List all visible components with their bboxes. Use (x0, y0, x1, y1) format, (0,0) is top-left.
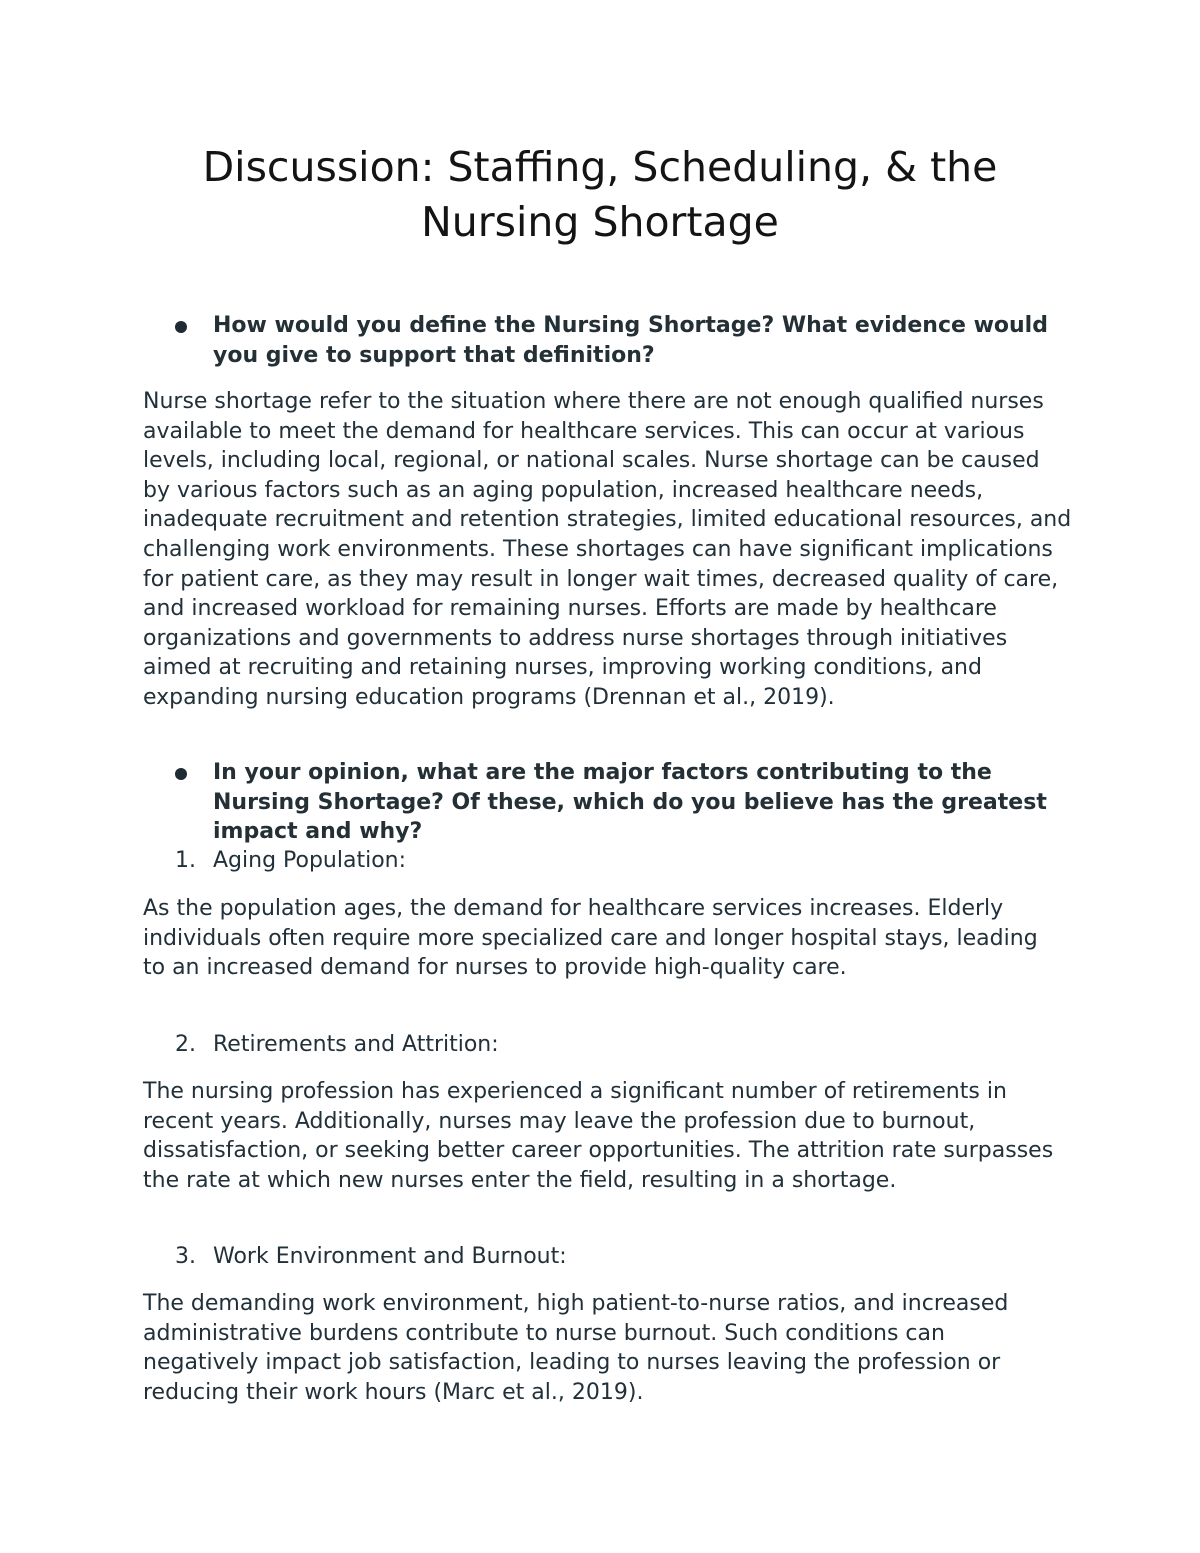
factor-3-number: 3. (175, 1244, 196, 1269)
factor-1-heading (175, 846, 875, 876)
factor-2-label: Retirements and Attrition: (213, 1032, 499, 1057)
factor-2-number: 2. (175, 1032, 196, 1057)
factor-2-heading (175, 1030, 875, 1060)
title-line-2: Nursing Shortage (421, 198, 779, 246)
answer-1: Nurse shortage refer to the situation where there are not enough qualified nurses available to meet the demand for healthcare services. This can occur at various levels, including local, regional, or national scales. Nurse shortage can be caused by various factors such as an aging population, increased healthcare needs, inadequate recruitment and retention strategies, limited educational resources, and challenging work environments. These shortages can have significant implications for patient care, as they may result in longer wait times, decreased quality of care, and increased workload for remaining nurses. Efforts are made by healthcare organizations and governments to address nurse shortages through initiatives aimed at recruiting and retaining nurses, improving working conditions, and expanding nursing education programs (Drennan et al., 2019). (143, 389, 1072, 710)
bullet-icon (175, 768, 187, 780)
question-2: In your opinion, what are the major factors contributing to the Nursing Shortage? Of these, which do you believe has the greatest impact and why? (213, 760, 1047, 845)
title-line-1: Discussion: Staffing, Scheduling, & the (202, 143, 998, 191)
question-1: How would you define the Nursing Shortage? What evidence would you give to support that definition? (213, 313, 1048, 368)
factor-3-text: The demanding work environment, high patient-to-nurse ratios, and increased administrative burdens contribute to nurse burnout. Such conditions can negatively impact job satisfaction, leading to nurses leaving the profession or reducing their work hours (Marc et al., 2019). (143, 1291, 1009, 1405)
factor-2-text: The nursing profession has experienced a significant number of retirements in recent years. Additionally, nurses may leave the profession due to burnout, dissatisfaction, or seeking better career opportunities. The attrition rate surpasses the rate at which new nurses enter the field, resulting in a shortage. (143, 1079, 1054, 1193)
bullet-icon (175, 321, 187, 333)
factor-1-number: 1. (175, 848, 196, 873)
factor-1-label: Aging Population: (213, 848, 407, 873)
document-title (100, 140, 1100, 250)
factor-1-text: As the population ages, the demand for healthcare services increases. Elderly individuals often require more specialized care and longer hospital stays, leading to an increased demand for nurses to provide high-quality care. (143, 896, 1038, 981)
factor-3-label: Work Environment and Burnout: (213, 1244, 567, 1269)
factor-3-heading (175, 1242, 875, 1272)
